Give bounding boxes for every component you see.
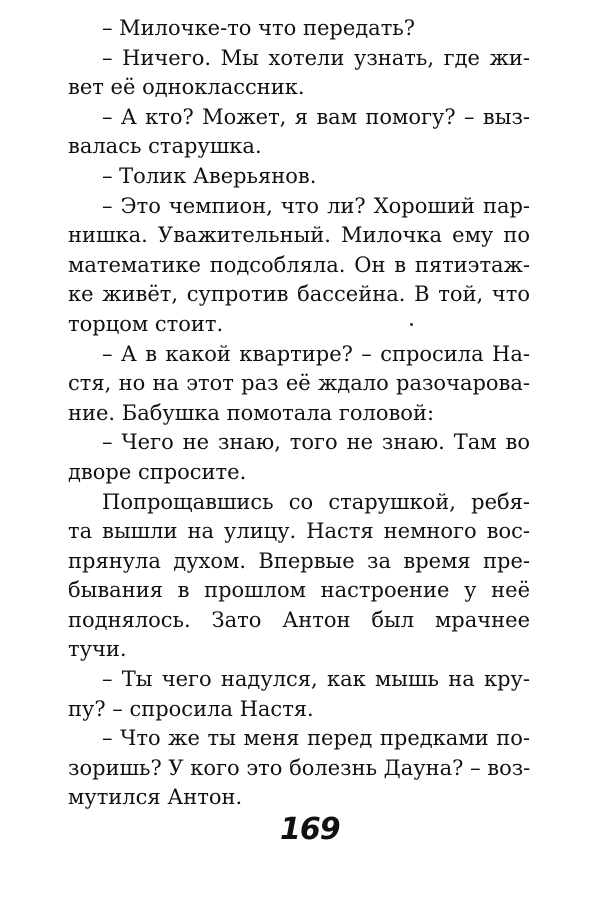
text-line: дворе спросите. xyxy=(68,459,247,484)
text-line: торцом стоит. xyxy=(68,311,224,336)
text-line: мутился Антон. xyxy=(68,785,243,810)
text-line: бывания в прошлом настроение у неё xyxy=(68,578,530,603)
text-line: ке живёт, супротив бассейна. В той, что xyxy=(68,282,530,307)
text-line: нишка. Уважительный. Милочка ему по xyxy=(68,223,530,248)
text-line: – Это чемпион, что ли? Хороший пар- xyxy=(102,193,530,218)
page-text xyxy=(68,14,530,813)
text-line: – Ты чего надулся, как мышь на кру- xyxy=(102,667,530,692)
text-line: та вышли на улицу. Настя немного вос- xyxy=(68,519,530,544)
text-line: пу? – спросила Настя. xyxy=(68,696,314,721)
text-line: ние. Бабушка помотала головой: xyxy=(68,400,435,425)
text-line: прянула духом. Впервые за время пре- xyxy=(68,548,530,573)
text-line: поднялось. Зато Антон был мрачнее xyxy=(68,607,530,632)
text-line: – Чего не знаю, того не знаю. Там во xyxy=(102,430,530,455)
text-line: – А кто? Может, я вам помогу? – выз- xyxy=(102,104,530,129)
text-line: – Ничего. Мы хотели узнать, где жи- xyxy=(102,45,530,70)
text-line: зоришь? У кого это болезнь Дауна? – воз- xyxy=(68,755,531,780)
text-line: – Толик Аверьянов. xyxy=(102,163,317,188)
page-number: 169 xyxy=(280,812,340,847)
text-line: математике подсобляла. Он в пятиэтаж- xyxy=(68,252,530,277)
text-line: валась старушка. xyxy=(68,134,262,159)
text-line: вет её одноклассник. xyxy=(68,75,305,100)
text-line: – А в какой квартире? – спросила На- xyxy=(102,341,530,366)
text-line: – Милочке-то что передать? xyxy=(102,16,416,40)
text-line: стя, но на этот раз её ждало разочарова- xyxy=(68,371,530,396)
text-line: тучи. xyxy=(68,637,127,662)
text-line: – Что же ты меня перед предками по- xyxy=(102,726,530,751)
ink-speck xyxy=(410,323,413,326)
text-line: Попрощавшись со старушкой, ребя- xyxy=(102,489,530,514)
